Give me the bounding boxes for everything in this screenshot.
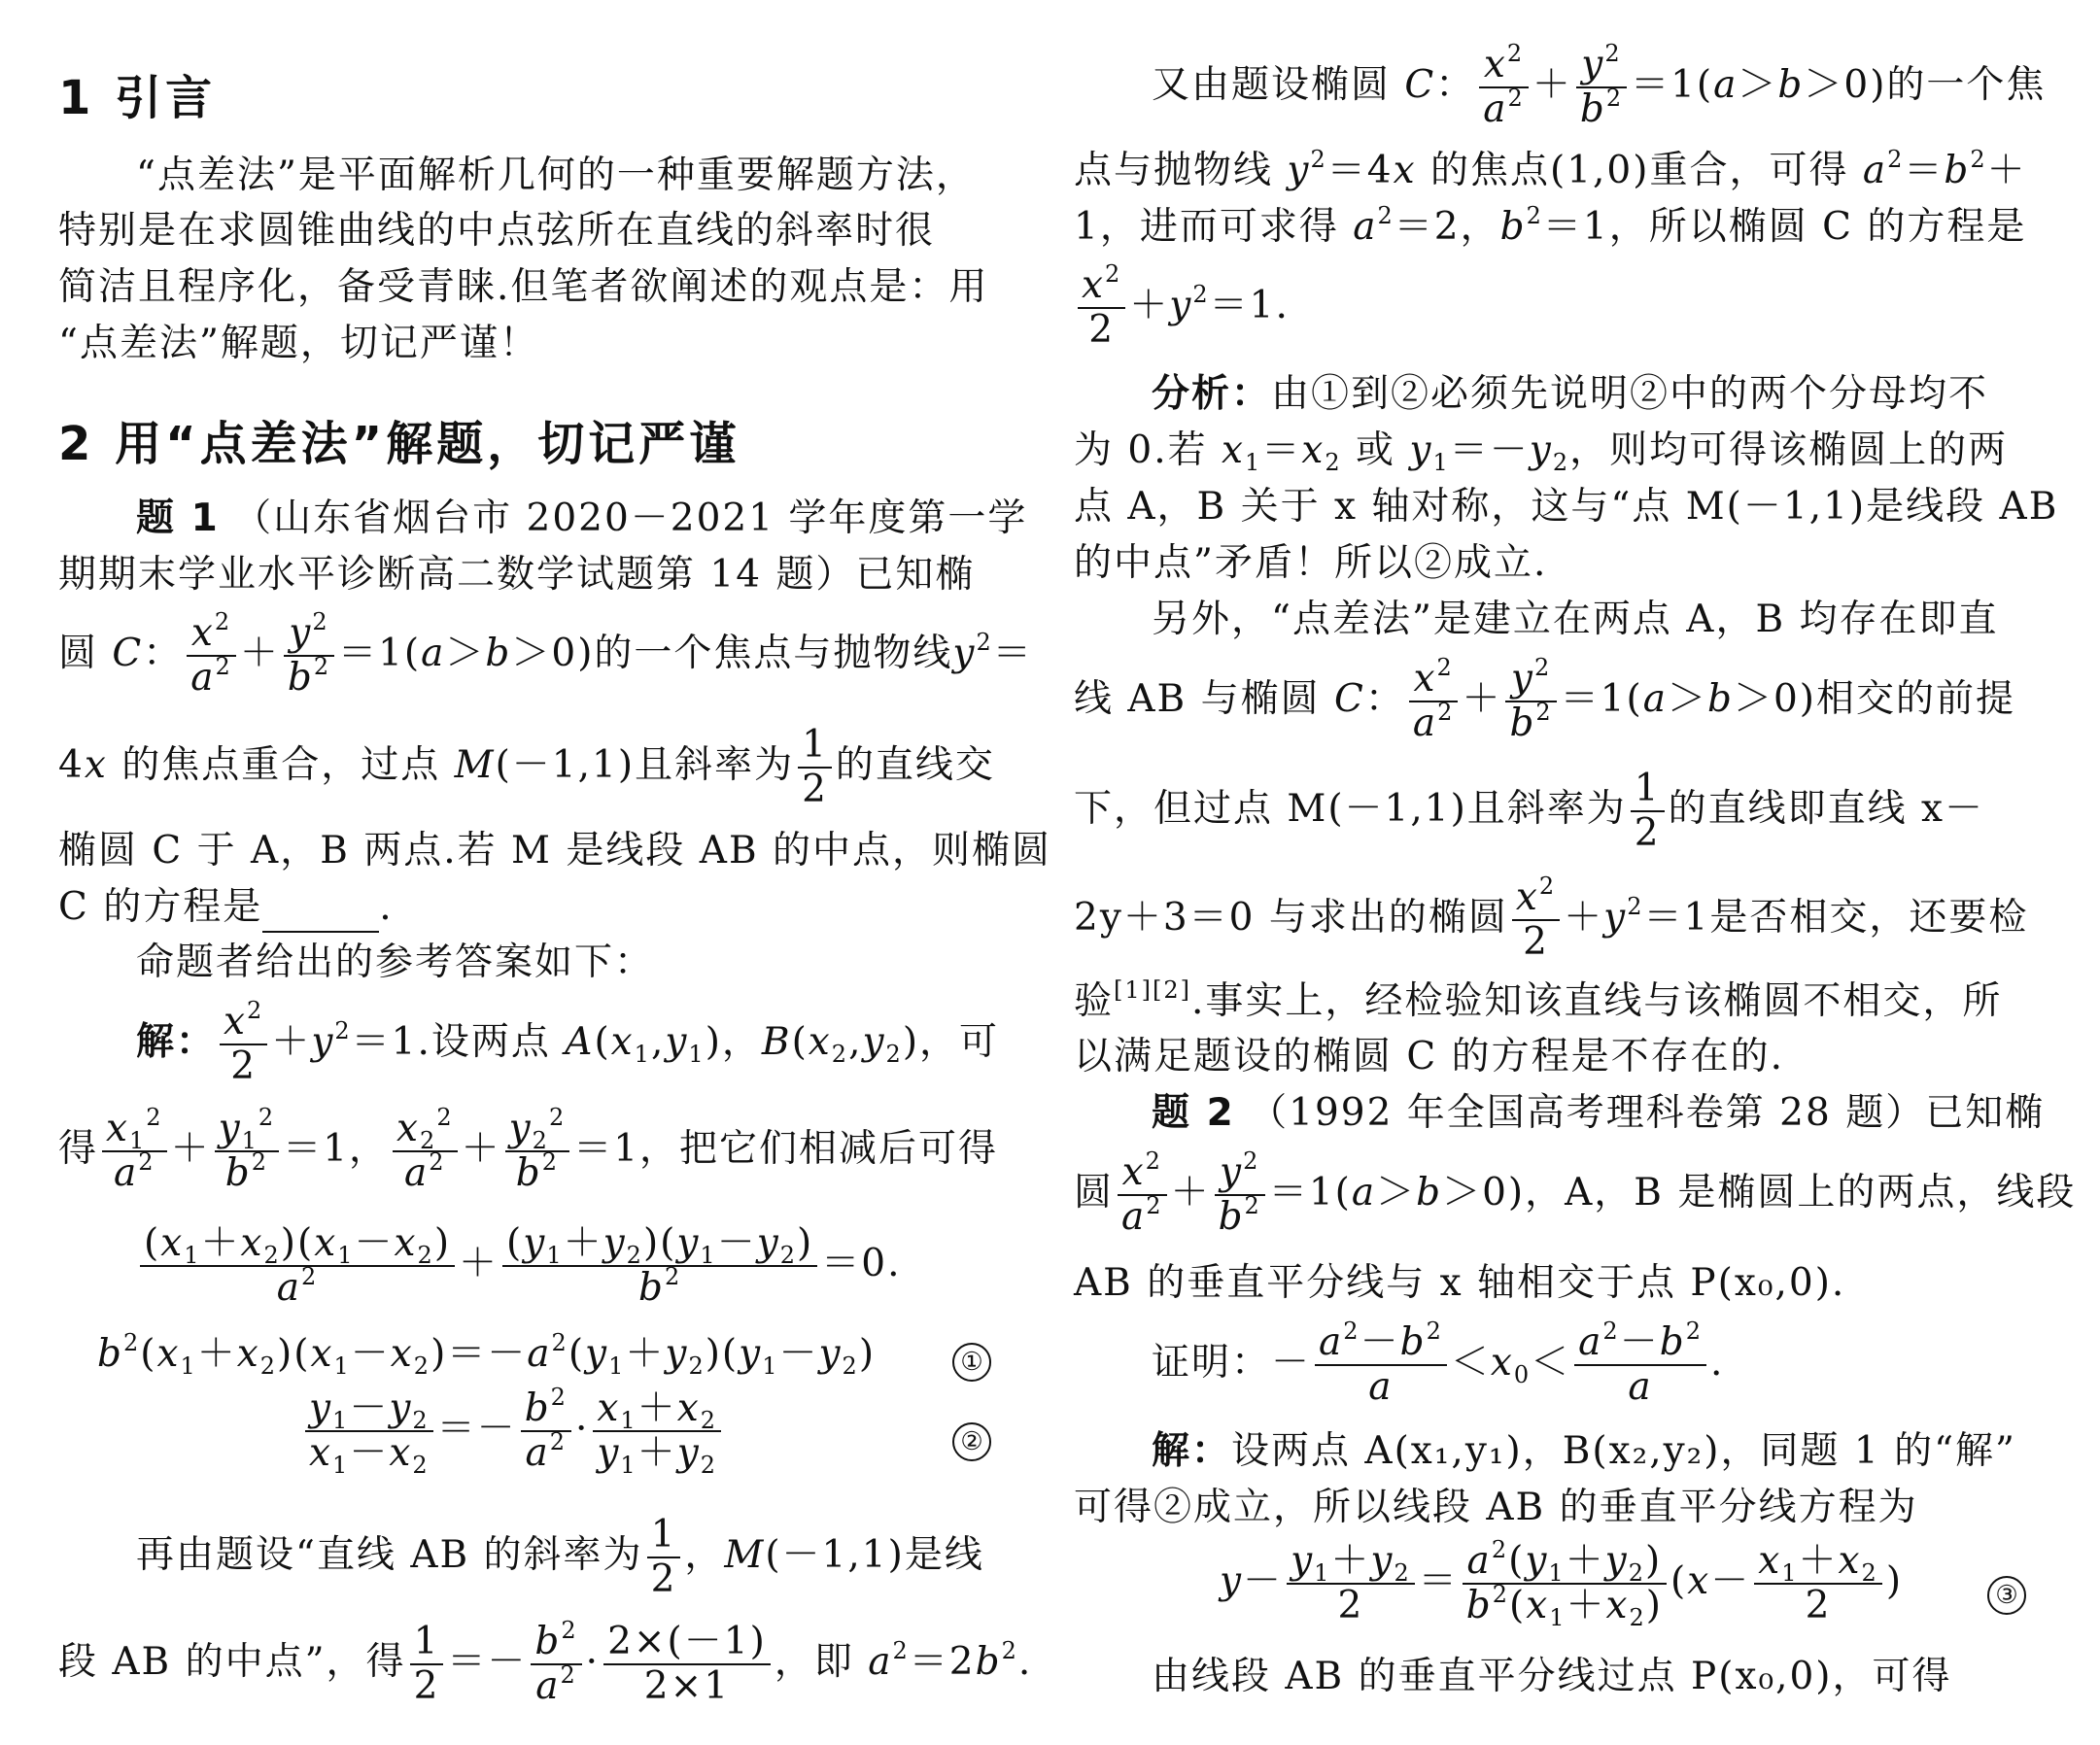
right-line-1: 又由题设椭圆 C： $\frac{x^2}{a^2}$ ＋ $\frac{y^2}{b^2}$ ＝1(a＞b＞0)的一个焦 (1152, 40, 2047, 131)
fraction: $\frac{b^2}{a^2}$ (521, 1387, 571, 1475)
text: 是线 (904, 1533, 984, 1577)
analysis-label: 分析： (1152, 372, 1272, 416)
fraction: $\frac{y_1^2}{b^2}$ (215, 1108, 280, 1195)
text: 的直线即直线 x－ (1668, 787, 1985, 831)
problem-2-last-line: 由线段 AB 的垂直平分线过点 P(x₀,0)，可得 (1152, 1655, 1952, 1698)
analysis-line-3: 点 A，B 关于 x 轴对称，这与“点 M(－1,1)是线段 AB (1074, 485, 2059, 529)
text: 所以椭圆 C 的方程是 (1648, 205, 2027, 249)
circle-1: ① (952, 1343, 991, 1382)
text: 设两点 A(x₁,y₁)，B(x₂,y₂)，同题 1 的“解” (1231, 1429, 2016, 1473)
problem-2-solution-line-2: 可得②成立，所以线段 AB 的垂直平分线方程为 (1074, 1486, 1918, 1529)
text: 再由题设“直线 AB 的斜率为 (136, 1533, 643, 1577)
section-2-title: 2 用“点差法”解题，切记严谨 (58, 417, 740, 471)
intro-line-2: 特别是在求圆锥曲线的中点弦所在直线的斜率时很 (58, 209, 936, 253)
text: ，把它们相减后可得 (639, 1127, 999, 1171)
fraction: $\frac{x_2^2}{a^2}$ (393, 1108, 458, 1195)
analysis-line-2: 为 0.若 $x_1=x_2$ 或 $y_1=-y_2$，则均可得该椭圆上的两 (1074, 428, 2009, 476)
fraction: $\frac{y^2}{b^2}$ (1215, 1151, 1265, 1239)
fraction: $\frac{1}{2}$ (798, 724, 832, 811)
problem-1-line-3: 圆 C： $\frac{x^2}{a^2}$ ＋ $\frac{y^2}{b^2}$ ＝1(a＞b＞0)的一个焦点与抛物线$y^2=$ (58, 608, 1033, 700)
fraction: $\frac{y_1+y_2}{2}$ (1287, 1540, 1415, 1627)
problem-1-line-4: 4x 的焦点重合，过点 M(－1,1)且斜率为 $\frac{1}{2}$ 的直线交 (58, 723, 995, 811)
fraction: $\frac{1}{2}$ (647, 1514, 681, 1601)
other-line-1: 另外，“点差法”是建立在两点 A，B 均存在即直 (1152, 598, 1999, 641)
equation-1: $b^2(x_1+x_2)(x_1-x_2)=-a^2(y_1+y_2)(y_1-y_2)$ (97, 1329, 877, 1380)
fraction: $\frac{a^2(y_1+y_2)}{b^2(x_1+x_2)}$ (1463, 1540, 1667, 1627)
right-line-3: 1，进而可求得 $a^2=2$，$b^2=1$，所以椭圆 C 的方程是 (1074, 202, 2027, 249)
text: 由①到②必须先说明②中的两个分母均不 (1271, 372, 1989, 416)
text: 且斜率为 (635, 743, 795, 787)
right-line-2: 点与抛物线 $y^2=4x$ 的焦点(1,0)重合，可得 $a^2=b^2+$ (1074, 146, 2027, 192)
problem-2-line-1 (1152, 1088, 2045, 1139)
problem-1-line-6: C 的方程是 . (58, 882, 394, 933)
problem-1-source: （山东省烟台市 2020－2021 学年度第一学 (233, 496, 1028, 540)
analysis-line-4: 的中点”矛盾！所以②成立. (1074, 541, 1548, 585)
text: 或 (1356, 428, 1396, 472)
text: 相交的前提 (1816, 677, 2016, 721)
problem-2-line-2: 圆 $\frac{x^2}{a^2}$ ＋ $\frac{y^2}{b^2}$ ＝1(a＞b＞0)，A，B 是椭圆上的两点，线段 (1074, 1147, 2077, 1239)
equation-2-marker (952, 1413, 991, 1463)
intro-line-1: “点差法”是平面解析几何的一种重要解题方法， (136, 154, 976, 197)
text: 得 (58, 1127, 99, 1171)
fraction: $\frac{x^2}{2}$ (1512, 876, 1560, 964)
fraction: $\frac{x^2}{a^2}$ (187, 612, 236, 700)
text: .事实上，经检验知该直线与该椭圆不相交，所 (1191, 979, 2003, 1023)
text: 的焦点重合，过点 (121, 743, 441, 787)
problem-2-label: 题 2 (1152, 1091, 1235, 1135)
text: （1992 年全国高考理科卷第 28 题）已知椭 (1249, 1091, 2046, 1135)
text: 2y＋3＝0 与求出的椭圆 (1074, 896, 1508, 940)
intro-line-4: “点差法”解题，切记严谨！ (58, 322, 539, 365)
fraction: $\frac{a^2-b^2}{a}$ (1315, 1321, 1447, 1409)
fraction: $\frac{a^2-b^2}{a}$ (1574, 1321, 1706, 1409)
text: 证明： (1152, 1341, 1272, 1385)
problem-1-line-2: 期期末学业水平诊断高二数学试题第 14 题）已知椭 (58, 553, 976, 597)
circle-3: ③ (1987, 1576, 2026, 1615)
equation-3: y－ $\frac{y_1+y_2}{2}$ ＝ $\frac{a^2(y_1+y_2)}{b^2(x_1+x_2)}$ (x－ $\frac{x_1+x_2}{2}$ ) (1220, 1536, 1904, 1631)
equation-2: $\frac{y_1-y_2}{x_1-x_2}$ ＝－ $\frac{b^2}{a^2}$ · $\frac{x_1+x_2}{y_1+y_2}$ (301, 1387, 725, 1475)
solution-line-1: 解： $\frac{x^2}{2}$ $+y^2=1$.设两点 $A(x_1,y_1)$，$B(x_2,y_2)$，可 (136, 997, 1000, 1088)
text: 的一个焦 (1886, 63, 2047, 107)
fraction: $\frac{y^2}{b^2}$ (284, 612, 334, 700)
solution-label: 解： (136, 1020, 217, 1064)
text: 的直线交 (835, 743, 995, 787)
text: 为 0.若 (1074, 428, 1208, 472)
problem-2-line-3: AB 的垂直平分线与 x 轴相交于点 P(x₀,0). (1074, 1261, 1846, 1305)
slope-line-2: 段 AB 的中点”，得 $\frac{1}{2}$ ＝－ $\frac{b^2}{a^2}$ · $\frac{2\times(-1)}{2\times 1}$ ，即 $a^2=2b^2$. (58, 1617, 1033, 1708)
equation-3-marker (1987, 1566, 2026, 1617)
text: .设两点 (417, 1020, 551, 1064)
citation: [1][2] (1114, 976, 1192, 1004)
text: 是否相交，还要检 (1709, 896, 2029, 940)
problem-2-solution-line-1 (1152, 1426, 2016, 1477)
fraction: $\frac{2\times(-1)}{2\times 1}$ (603, 1621, 771, 1708)
fraction: $\frac{x^2}{a^2}$ (1118, 1151, 1167, 1239)
text: C 的方程是 (58, 885, 263, 929)
text: 段 AB 的中点”，得 (58, 1640, 406, 1684)
fraction: $\frac{x^2}{2}$ (220, 1001, 267, 1088)
text: ，即 (774, 1640, 854, 1684)
fraction: $\frac{y^2}{b^2}$ (1576, 44, 1627, 131)
fraction: $\frac{y^2}{b^2}$ (1505, 658, 1556, 745)
circle-2: ② (952, 1422, 991, 1461)
solution-line-2: 得 $\frac{x_1^2}{a^2}$ ＋ $\frac{y_1^2}{b^2}$ ＝1， $\frac{x_2^2}{a^2}$ ＋ $\frac{y_2^2}{b^2}$ ＝1，把它们相减后可得 (58, 1104, 999, 1195)
fraction: $\frac{1}{2}$ (1631, 768, 1665, 855)
fraction: $\frac{x^2}{2}$ (1078, 264, 1125, 352)
section-1-title: 1 引言 (58, 71, 217, 125)
text: 线 AB 与椭圆 (1074, 677, 1321, 721)
fraction: $\frac{b^2}{a^2}$ (531, 1621, 581, 1708)
right-line-4: $\frac{x^2}{2}$ $+y^2=1$. (1074, 264, 1290, 352)
text: 又由题设椭圆 (1152, 63, 1392, 107)
text: 下，但过点 M(－1,1)且斜率为 (1074, 787, 1627, 831)
analysis-line-1 (1152, 369, 1988, 420)
other-line-3 (1074, 768, 1984, 855)
slope-line-1: 再由题设“直线 AB 的斜率为 $\frac{1}{2}$ ，M(－1,1)是线 (136, 1513, 984, 1601)
other-line-4: 2y＋3＝0 与求出的椭圆 $\frac{x^2}{2}$ $+y^2=1$是否相交，还要检 (1074, 872, 2029, 964)
fraction: $\frac{x_1^2}{a^2}$ (102, 1108, 167, 1195)
fraction: $\frac{x_1+x_2}{2}$ (1754, 1540, 1882, 1627)
fraction: $\frac{1}{2}$ (410, 1621, 444, 1708)
fraction: $\frac{y_2^2}{b^2}$ (505, 1108, 570, 1195)
text: 的焦点(1,0)重合，可得 (1429, 149, 1849, 192)
other-line-2: 线 AB 与椭圆 C： $\frac{x^2}{a^2}$ ＋ $\frac{y^2}{b^2}$ ＝1(a＞b＞0)相交的前提 (1074, 654, 2016, 745)
problem-2-solution-label: 解： (1152, 1429, 1232, 1473)
text: 圆 (1074, 1171, 1115, 1215)
intro-line-3: 简洁且程序化，备受青睐.但笔者欲阐述的观点是：用 (58, 265, 989, 309)
fraction: $\frac{x^2}{a^2}$ (1479, 44, 1529, 131)
reference-answer-intro: 命题者给出的参考答案如下： (136, 941, 655, 984)
text: 圆 (58, 632, 99, 675)
text: ，A，B 是椭圆上的两点，线段 (1525, 1171, 2077, 1215)
other-line-5 (1074, 976, 2002, 1027)
fraction: $\frac{(y_1+y_2)(y_1-y_2)}{b^2}$ (502, 1222, 817, 1310)
problem-1-line-5: 椭圆 C 于 A，B 两点.若 M 是线段 AB 的中点，则椭圆 (58, 829, 1051, 872)
problem-1-label: 题 1 (136, 496, 220, 540)
fraction: $\frac{y_1-y_2}{x_1-x_2}$ (305, 1387, 433, 1475)
text: ，则均可得该椭圆上的两 (1569, 428, 2009, 472)
fraction: $\frac{(x_1+x_2)(x_1-x_2)}{a^2}$ (140, 1222, 455, 1310)
text: 点与抛物线 (1074, 149, 1274, 192)
text: 进而可求得 (1139, 205, 1339, 249)
text: 验 (1074, 979, 1115, 1023)
fraction: $\frac{x^2}{a^2}$ (1409, 658, 1459, 745)
equation-subtracted: $\frac{(x_1+x_2)(x_1-x_2)}{a^2}$ ＋ $\frac{(y_1+y_2)(y_1-y_2)}{b^2}$ ＝0. (136, 1222, 901, 1310)
fraction: $\frac{x_1+x_2}{y_1+y_2}$ (593, 1387, 721, 1475)
answer-blank (262, 896, 379, 933)
other-line-6: 以满足题设的椭圆 C 的方程是不存在的. (1074, 1035, 1785, 1078)
text: 的一个焦点与抛物线 (594, 632, 953, 675)
problem-2-prove: 证明：－ $\frac{a^2-b^2}{a}$ $<x_0<$ $\frac{a^2-b^2}{a}$ . (1152, 1317, 1725, 1409)
problem-1-line-1 (136, 494, 1027, 544)
equation-1-marker (952, 1333, 991, 1384)
